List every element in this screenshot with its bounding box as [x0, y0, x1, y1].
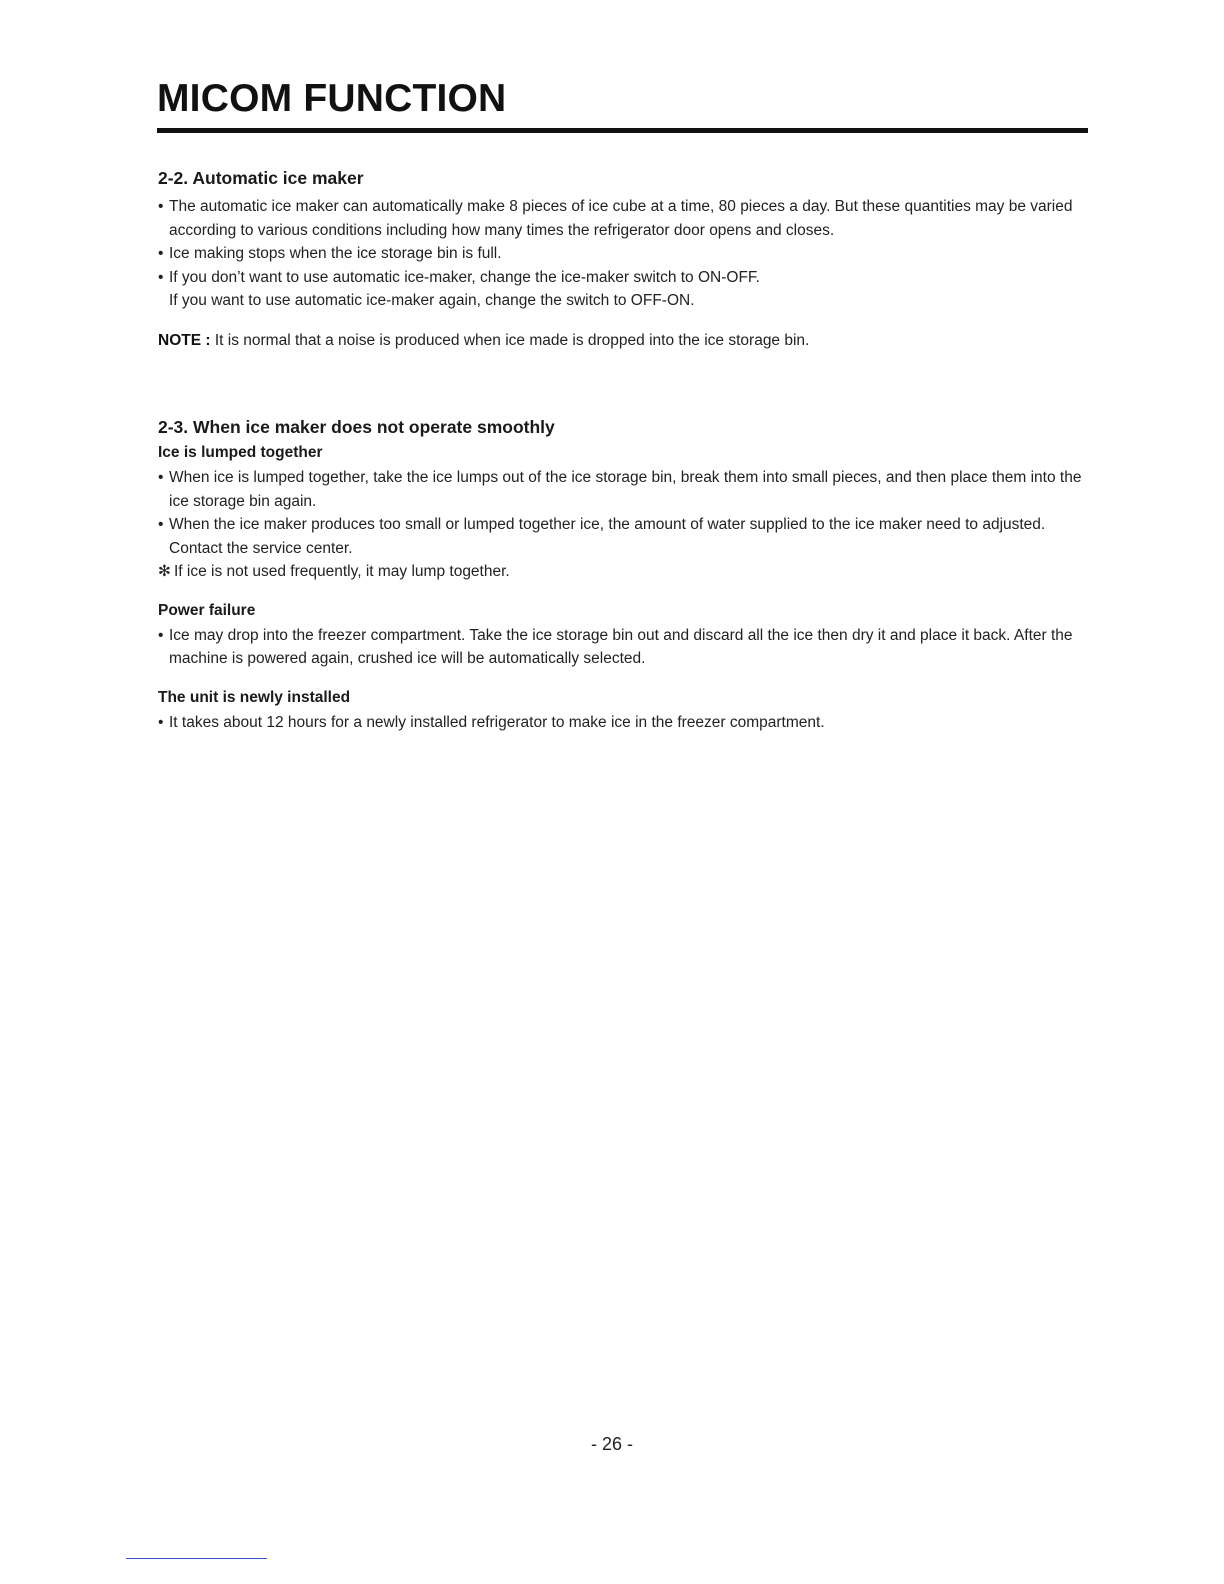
list-item — [158, 711, 1088, 735]
subsection-heading: Power failure — [158, 601, 256, 619]
list-item-text: Ice making stops when the ice storage bin is full. — [169, 245, 502, 262]
subsection-newly-installed — [158, 687, 1088, 735]
list-item — [158, 624, 1088, 671]
list-item — [158, 242, 1088, 266]
bullet-icon: • — [158, 626, 164, 644]
bullet-icon: • — [158, 713, 164, 731]
list-item-text: When ice is lumped together, take the ice lumps out of the ice storage bin, break them into small pieces, and then place them into the ice storage bin again. — [169, 469, 1082, 510]
asterisk-icon: ✻ — [158, 563, 171, 580]
bullet-icon: • — [158, 268, 164, 286]
title-divider — [157, 128, 1088, 133]
list-item — [158, 560, 1088, 584]
page-number: - 26 - — [590, 1434, 633, 1454]
subsection-heading: The unit is newly installed — [158, 688, 351, 706]
list-item-text: It takes about 12 hours for a newly installed refrigerator to make ice in the freezer compartment. — [169, 713, 825, 731]
list-item-text: If ice is not used frequently, it may lump together. — [174, 563, 510, 580]
subsection-heading: Ice is lumped together — [158, 444, 323, 461]
section-heading: 2-2. Automatic ice maker — [158, 168, 364, 188]
bullet-icon: • — [158, 245, 164, 262]
subsection-ice-lumped — [158, 442, 1088, 584]
list-item — [158, 266, 1088, 290]
list-item-text: The automatic ice maker can automatically make 8 pieces of ice cube at a time, 80 pieces a day. But these quantities may be varied according to various conditions including how many times the refrigerator door opens and closes. — [169, 198, 1073, 239]
subsection-power-failure — [158, 600, 1088, 671]
list-item-text: If you don’t want to use automatic ice-maker, change the ice-maker switch to ON-OFF. — [169, 268, 760, 286]
page-title: MICOM FUNCTION — [157, 77, 507, 120]
section-heading: 2-3. When ice maker does not operate smoothly — [158, 417, 555, 437]
bullet-icon: • — [158, 469, 164, 486]
note-text: It is normal that a noise is produced when ice made is dropped into the ice storage bin. — [214, 331, 810, 349]
section-ice-maker-troubleshooting — [158, 415, 1088, 734]
list-item-text: When the ice maker produces too small or lumped together ice, the amount of water supplied to the ice maker need to adjusted. Contact the service center. — [169, 516, 1046, 557]
bullet-icon: • — [158, 198, 164, 215]
list-item-text: Ice may drop into the freezer compartment. Take the ice storage bin out and discard all the ice then dry it and place it back. After the machine is powered again, crushed ice will be automatically selected. — [169, 626, 1073, 667]
note — [158, 329, 1088, 353]
list-item — [158, 466, 1088, 513]
page-content — [158, 166, 1088, 734]
bottom-link-underline — [126, 1558, 267, 1559]
list-item-continuation: If you want to use automatic ice-maker again, change the switch to OFF-ON. — [169, 292, 695, 309]
list-item — [158, 513, 1088, 560]
bullet-icon: • — [158, 516, 164, 533]
note-label: NOTE : — [158, 331, 211, 349]
list-item — [158, 195, 1088, 242]
section-automatic-ice-maker — [158, 166, 1088, 352]
